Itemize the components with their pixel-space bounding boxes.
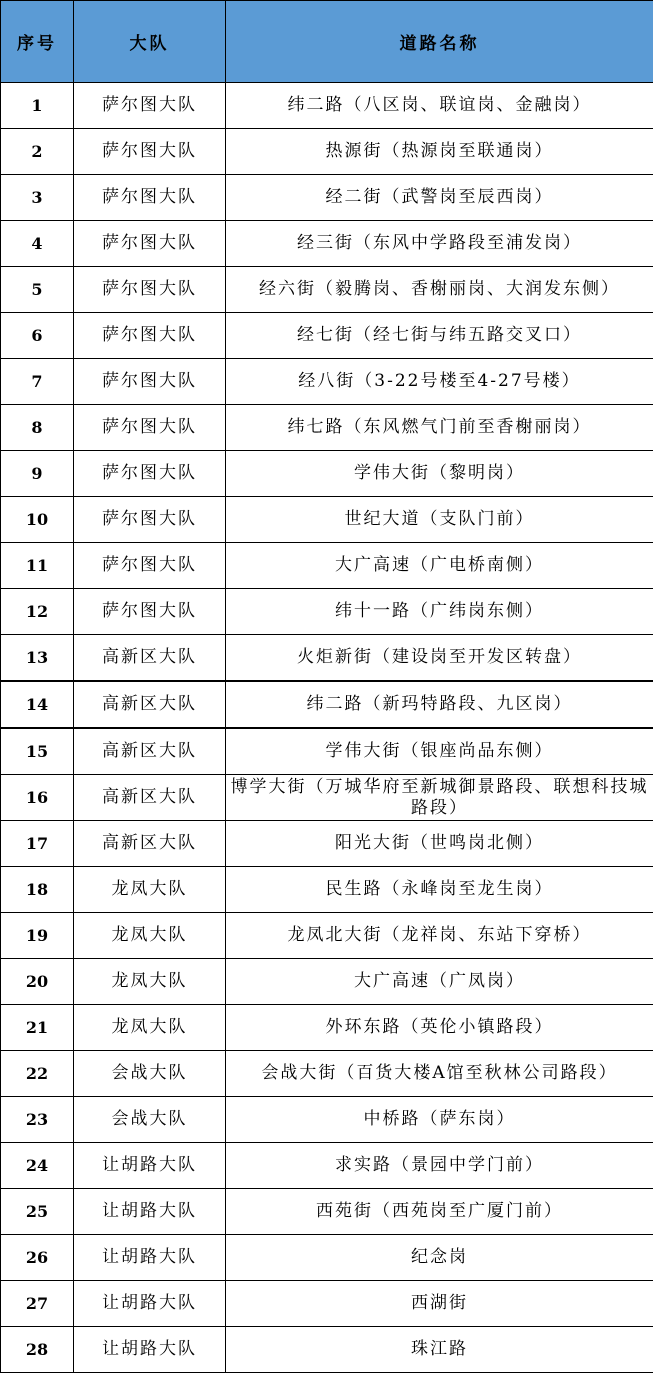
cell-serial-number: 4 [1,221,74,267]
cell-road-name: 热源街（热源岗至联通岗） [226,129,653,175]
cell-road-name: 学伟大街（黎明岗） [226,451,653,497]
table-row [1,1281,653,1327]
cell-brigade: 让胡路大队 [74,1327,226,1373]
cell-road-name: 学伟大街（银座尚品东侧） [226,728,653,775]
table-row [1,1189,653,1235]
cell-brigade: 萨尔图大队 [74,543,226,589]
table-row [1,175,653,221]
table-row [1,221,653,267]
table-row [1,359,653,405]
cell-brigade: 高新区大队 [74,681,226,728]
cell-brigade: 高新区大队 [74,728,226,775]
table-row [1,1235,653,1281]
table-row [1,405,653,451]
cell-brigade: 萨尔图大队 [74,405,226,451]
table-row [1,589,653,635]
table-row [1,913,653,959]
cell-road-name: 大广高速（广凤岗） [226,959,653,1005]
cell-serial-number: 21 [1,1005,74,1051]
cell-brigade: 让胡路大队 [74,1189,226,1235]
cell-serial-number: 6 [1,313,74,359]
cell-serial-number: 9 [1,451,74,497]
cell-brigade: 萨尔图大队 [74,83,226,129]
cell-road-name: 经三街（东风中学路段至浦发岗） [226,221,653,267]
header-brigade: 大队 [74,1,226,83]
cell-brigade: 会战大队 [74,1097,226,1143]
cell-road-name: 经六街（毅腾岗、香榭丽岗、大润发东侧） [226,267,653,313]
cell-serial-number: 25 [1,1189,74,1235]
cell-serial-number: 8 [1,405,74,451]
table-row [1,543,653,589]
cell-serial-number: 22 [1,1051,74,1097]
cell-road-name: 纬七路（东风燃气门前至香榭丽岗） [226,405,653,451]
cell-brigade: 萨尔图大队 [74,451,226,497]
table-row [1,1097,653,1143]
cell-brigade: 萨尔图大队 [74,221,226,267]
cell-road-name: 经八街（3-22号楼至4-27号楼） [226,359,653,405]
cell-serial-number: 28 [1,1327,74,1373]
table-row [1,497,653,543]
cell-serial-number: 27 [1,1281,74,1327]
cell-brigade: 萨尔图大队 [74,267,226,313]
cell-serial-number: 16 [1,775,74,821]
cell-road-name: 大广高速（广电桥南侧） [226,543,653,589]
cell-serial-number: 15 [1,728,74,775]
cell-brigade: 龙凤大队 [74,867,226,913]
cell-brigade: 高新区大队 [74,635,226,682]
cell-brigade: 龙凤大队 [74,913,226,959]
cell-road-name: 外环东路（英伦小镇路段） [226,1005,653,1051]
cell-brigade: 萨尔图大队 [74,313,226,359]
cell-road-name: 民生路（永峰岗至龙生岗） [226,867,653,913]
table-row [1,83,653,129]
cell-road-name: 博学大街（万城华府至新城御景路段、联想科技城路段） [226,775,653,821]
cell-serial-number: 24 [1,1143,74,1189]
cell-brigade: 萨尔图大队 [74,175,226,221]
table-row [1,867,653,913]
cell-brigade: 萨尔图大队 [74,359,226,405]
cell-serial-number: 23 [1,1097,74,1143]
cell-road-name: 纬十一路（广纬岗东侧） [226,589,653,635]
cell-brigade: 会战大队 [74,1051,226,1097]
cell-road-name: 西湖街 [226,1281,653,1327]
cell-serial-number: 1 [1,83,74,129]
cell-brigade: 龙凤大队 [74,959,226,1005]
cell-serial-number: 20 [1,959,74,1005]
cell-road-name: 中桥路（萨东岗） [226,1097,653,1143]
cell-serial-number: 7 [1,359,74,405]
table-row [1,821,653,867]
table-row [1,267,653,313]
cell-brigade: 萨尔图大队 [74,129,226,175]
cell-road-name: 西苑街（西苑岗至广厦门前） [226,1189,653,1235]
cell-brigade: 高新区大队 [74,775,226,821]
cell-serial-number: 12 [1,589,74,635]
cell-serial-number: 19 [1,913,74,959]
table-row [1,1143,653,1189]
cell-road-name: 珠江路 [226,1327,653,1373]
cell-serial-number: 13 [1,635,74,682]
cell-road-name: 求实路（景园中学门前） [226,1143,653,1189]
table-row [1,775,653,821]
cell-road-name: 阳光大街（世鸣岗北侧） [226,821,653,867]
cell-brigade: 高新区大队 [74,821,226,867]
cell-serial-number: 2 [1,129,74,175]
cell-serial-number: 11 [1,543,74,589]
table-row [1,129,653,175]
table-row [1,451,653,497]
cell-serial-number: 3 [1,175,74,221]
cell-brigade: 萨尔图大队 [74,589,226,635]
cell-brigade: 萨尔图大队 [74,497,226,543]
table-row [1,1005,653,1051]
table-row [1,1327,653,1373]
table-row [1,728,653,775]
cell-road-name: 纬二路（新玛特路段、九区岗） [226,681,653,728]
table-row [1,635,653,682]
cell-road-name: 纪念岗 [226,1235,653,1281]
cell-road-name: 火炬新街（建设岗至开发区转盘） [226,635,653,682]
cell-road-name: 会战大街（百货大楼A馆至秋林公司路段） [226,1051,653,1097]
cell-serial-number: 10 [1,497,74,543]
cell-serial-number: 18 [1,867,74,913]
cell-brigade: 龙凤大队 [74,1005,226,1051]
cell-brigade: 让胡路大队 [74,1281,226,1327]
cell-serial-number: 14 [1,681,74,728]
cell-road-name: 世纪大道（支队门前） [226,497,653,543]
cell-serial-number: 5 [1,267,74,313]
header-serial-number: 序号 [1,1,74,83]
header-road-name: 道路名称 [226,1,653,83]
cell-road-name: 经二街（武警岗至辰西岗） [226,175,653,221]
table-row [1,681,653,728]
table-row [1,959,653,1005]
table-header-row [1,1,653,83]
cell-road-name: 纬二路（八区岗、联谊岗、金融岗） [226,83,653,129]
cell-road-name: 龙凤北大街（龙祥岗、东站下穿桥） [226,913,653,959]
cell-serial-number: 17 [1,821,74,867]
cell-road-name: 经七街（经七街与纬五路交叉口） [226,313,653,359]
cell-brigade: 让胡路大队 [74,1143,226,1189]
cell-brigade: 让胡路大队 [74,1235,226,1281]
cell-serial-number: 26 [1,1235,74,1281]
table-row [1,1051,653,1097]
table-row [1,313,653,359]
